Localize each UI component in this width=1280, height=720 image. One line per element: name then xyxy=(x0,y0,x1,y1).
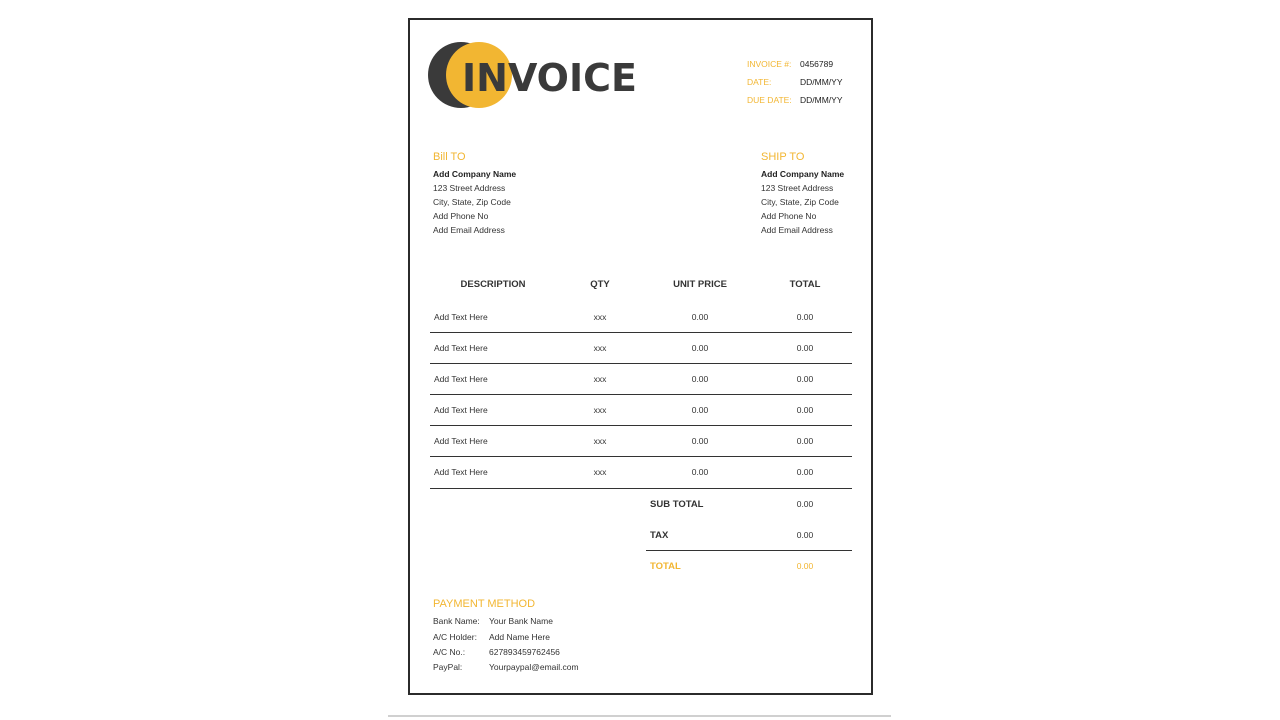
row-2-total: 0.00 xyxy=(796,343,814,353)
due-date-value: DD/MM/YY xyxy=(800,95,843,105)
payment-method-title: PAYMENT METHOD xyxy=(433,598,536,610)
bill-to-city: City, State, Zip Code xyxy=(433,197,511,207)
row-4-description: Add Text Here xyxy=(434,405,488,415)
ship-to-address xyxy=(761,167,844,237)
row-3-qty: xxx xyxy=(593,374,607,384)
row-6-qty: xxx xyxy=(593,467,607,477)
invoice-title: INVOICE xyxy=(462,56,637,100)
header-total: TOTAL xyxy=(789,279,821,290)
bill-to-company: Add Company Name xyxy=(433,169,517,179)
bill-to-street: 123 Street Address xyxy=(433,183,506,193)
row-4-unit-price: 0.00 xyxy=(691,405,709,415)
row-4-total: 0.00 xyxy=(796,405,814,415)
ship-to-email: Add Email Address xyxy=(761,225,833,235)
row-1-description: Add Text Here xyxy=(434,312,488,322)
row-2-description: Add Text Here xyxy=(434,343,488,353)
row-6-total: 0.00 xyxy=(796,467,814,477)
subtotal-label: SUB TOTAL xyxy=(650,499,704,510)
ship-to-title: SHIP TO xyxy=(761,151,805,163)
ac-number-label: A/C No.: xyxy=(433,647,466,657)
summary-divider xyxy=(646,550,852,551)
date-value: DD/MM/YY xyxy=(800,77,843,87)
row-1-unit-price: 0.00 xyxy=(691,312,709,322)
row-5-description: Add Text Here xyxy=(434,436,488,446)
row-divider xyxy=(430,394,852,395)
row-2-qty: xxx xyxy=(593,343,607,353)
bill-to-title: Bill TO xyxy=(433,151,466,163)
row-5-qty: xxx xyxy=(593,436,607,446)
ac-holder-value: Add Name Here xyxy=(489,632,550,642)
bank-name-label: Bank Name: xyxy=(433,616,480,626)
row-6-unit-price: 0.00 xyxy=(691,467,709,477)
row-divider xyxy=(430,425,852,426)
row-divider xyxy=(430,456,852,457)
row-6-description: Add Text Here xyxy=(434,467,488,477)
tax-value: 0.00 xyxy=(796,530,814,540)
bill-to-email: Add Email Address xyxy=(433,225,505,235)
row-4-qty: xxx xyxy=(593,405,607,415)
due-date-label: DUE DATE: xyxy=(747,95,792,105)
row-3-total: 0.00 xyxy=(796,374,814,384)
subtotal-value: 0.00 xyxy=(796,499,814,509)
row-5-total: 0.00 xyxy=(796,436,814,446)
row-divider xyxy=(430,363,852,364)
header-qty: QTY xyxy=(590,279,610,290)
row-2-unit-price: 0.00 xyxy=(691,343,709,353)
ship-to-city: City, State, Zip Code xyxy=(761,197,839,207)
bill-to-address xyxy=(433,167,516,237)
ship-to-phone: Add Phone No xyxy=(761,211,817,221)
row-5-unit-price: 0.00 xyxy=(691,436,709,446)
total-label: TOTAL xyxy=(650,561,681,572)
row-divider xyxy=(430,332,852,333)
table-bottom-divider xyxy=(430,488,852,489)
tax-label: TAX xyxy=(650,530,669,541)
row-3-unit-price: 0.00 xyxy=(691,374,709,384)
date-label: DATE: xyxy=(747,77,772,87)
paypal-value: Yourpaypal@email.com xyxy=(489,662,579,672)
invoice-number-label: INVOICE #: xyxy=(747,59,792,69)
page-bottom-divider xyxy=(388,715,891,717)
invoice-number-value: 0456789 xyxy=(800,59,834,69)
paypal-label: PayPal: xyxy=(433,662,463,672)
total-value: 0.00 xyxy=(796,561,814,571)
ship-to-street: 123 Street Address xyxy=(761,183,834,193)
header-description: DESCRIPTION xyxy=(460,279,526,290)
ship-to-company: Add Company Name xyxy=(761,169,845,179)
row-1-qty: xxx xyxy=(593,312,607,322)
row-1-total: 0.00 xyxy=(796,312,814,322)
bill-to-phone: Add Phone No xyxy=(433,211,489,221)
invoice-sheet xyxy=(408,18,873,695)
bank-name-value: Your Bank Name xyxy=(489,616,553,626)
row-3-description: Add Text Here xyxy=(434,374,488,384)
ac-number-value: 627893459762456 xyxy=(489,647,560,657)
ac-holder-label: A/C Holder: xyxy=(433,632,477,642)
header-unit-price: UNIT PRICE xyxy=(673,279,727,290)
